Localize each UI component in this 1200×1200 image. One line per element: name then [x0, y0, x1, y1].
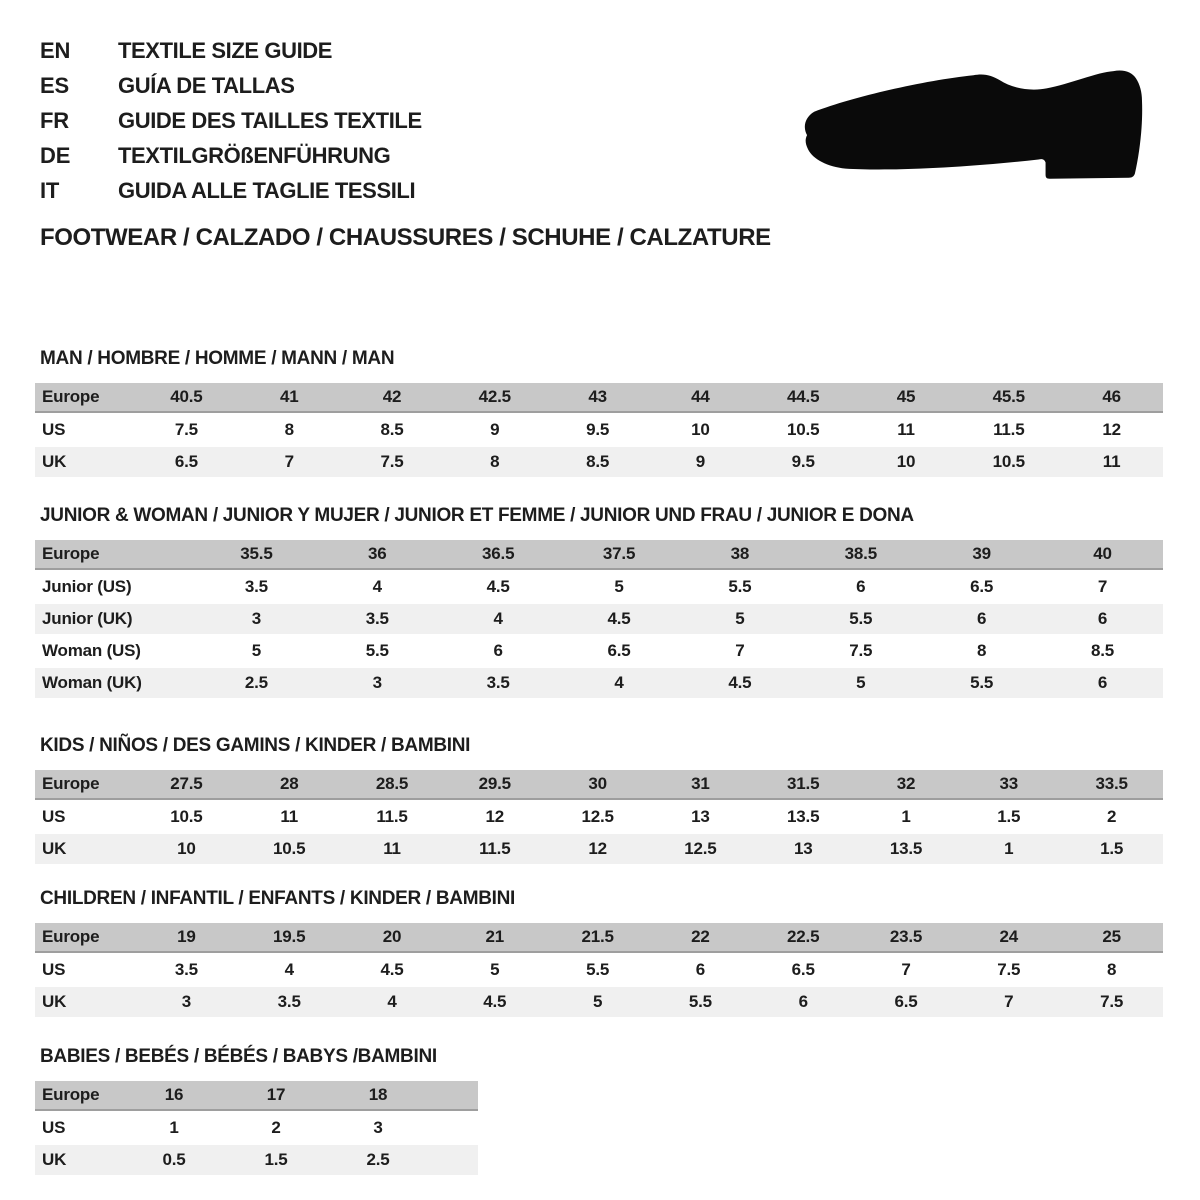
size-cell: 29.5 [478, 774, 511, 793]
size-cell: 6 [977, 609, 987, 628]
size-cell: 5 [251, 641, 262, 660]
size-cell: 4.5 [486, 577, 510, 596]
category-heading: FOOTWEAR / CALZADO / CHAUSSURES / SCHUHE / CALZATURE [40, 224, 771, 251]
size-cell: 46 [1102, 387, 1121, 406]
language-code: DE [40, 143, 71, 168]
size-cell: 1 [169, 1118, 179, 1137]
size-cell: 5.5 [688, 992, 712, 1011]
table-header-row [35, 1081, 478, 1111]
section-title-kids: KIDS / NIÑOS / DES GAMINS / KINDER / BAMBINI [40, 735, 471, 756]
row-label-cell: UK [42, 992, 67, 1011]
size-cell: 9.5 [791, 452, 815, 471]
size-cell: 5 [592, 992, 603, 1011]
size-cell: 31.5 [787, 774, 820, 793]
size-cell: 12.5 [581, 807, 614, 826]
table-row [35, 668, 1163, 698]
size-cell: 38 [730, 544, 750, 563]
size-cell: 4.5 [728, 673, 752, 692]
size-cell: 9 [490, 420, 500, 439]
size-cell: 5.5 [849, 609, 873, 628]
size-cell: 20 [382, 927, 402, 946]
size-cell: 10 [896, 452, 916, 471]
size-cell: 40.5 [170, 387, 203, 406]
size-cell: 9 [695, 452, 706, 471]
table-row [35, 415, 1163, 445]
table-row [35, 1145, 478, 1175]
size-cell: 32 [896, 774, 916, 793]
table-row [35, 955, 1163, 985]
size-cell: 10.5 [273, 839, 306, 858]
size-cell: 7 [735, 641, 745, 660]
language-title: GUÍA DE TALLAS [118, 73, 295, 98]
size-cell: 3.5 [486, 673, 510, 692]
size-cell: 7.5 [1100, 992, 1124, 1011]
size-cell: 11.5 [479, 839, 511, 858]
size-cell: 13.5 [787, 807, 820, 826]
language-title: TEXTILGRÖßENFÜHRUNG [118, 143, 391, 168]
row-label-cell: US [42, 960, 66, 979]
size-cell: 5 [490, 960, 500, 979]
section-title-children: CHILDREN / INFANTIL / ENFANTS / KINDER / BAMBINI [40, 888, 516, 909]
size-cell: 12 [1102, 420, 1121, 439]
size-cell: 7.5 [380, 452, 404, 471]
row-label-cell: Europe [42, 387, 100, 406]
size-cell: 7 [1004, 992, 1014, 1011]
size-cell: 38.5 [844, 544, 877, 563]
size-cell: 4 [493, 609, 503, 628]
size-cell: 17 [266, 1085, 286, 1104]
size-cell: 45.5 [992, 387, 1025, 406]
size-cell: 10.5 [992, 452, 1025, 471]
table-header-row [35, 770, 1163, 800]
size-cell: 9.5 [586, 420, 610, 439]
size-cell: 5 [614, 577, 624, 596]
size-cell: 16 [164, 1085, 184, 1104]
size-cell: 1.5 [264, 1150, 288, 1169]
size-cell: 7.5 [849, 641, 873, 660]
size-cell: 13 [691, 807, 710, 826]
babies-size-table [35, 1081, 478, 1175]
size-cell: 6.5 [970, 577, 994, 596]
size-cell: 1 [901, 807, 911, 826]
table-row [35, 834, 1163, 864]
size-cell: 8 [490, 452, 500, 471]
size-cell: 36 [368, 544, 387, 563]
size-cell: 28.5 [375, 774, 409, 793]
children-size-table [35, 923, 1163, 1017]
language-code: IT [40, 178, 60, 203]
size-cell: 5.5 [586, 960, 610, 979]
size-cell: 10 [691, 420, 710, 439]
size-cell: 7 [284, 452, 294, 471]
size-cell: 19 [177, 927, 196, 946]
size-cell: 3.5 [244, 577, 268, 596]
language-line [40, 33, 422, 68]
size-cell: 5 [735, 609, 745, 628]
size-cell: 6 [695, 960, 706, 979]
size-cell: 33 [999, 774, 1019, 793]
size-cell: 3.5 [174, 960, 198, 979]
table-row [35, 802, 1163, 832]
dress-shoe-icon [803, 68, 1143, 188]
row-label-cell: UK [42, 1150, 67, 1169]
size-cell: 11 [280, 807, 298, 826]
size-cell: 31 [691, 774, 710, 793]
size-cell: 8.5 [586, 452, 610, 471]
row-label-cell: Europe [42, 927, 100, 946]
row-label-cell: Junior (US) [42, 577, 132, 596]
size-cell: 3 [181, 992, 192, 1011]
size-cell: 5 [856, 673, 866, 692]
size-cell: 6 [798, 992, 808, 1011]
size-cell: 7 [1097, 577, 1108, 596]
size-cell: 4.5 [607, 609, 631, 628]
row-label-cell: Europe [42, 1085, 100, 1104]
size-cell: 7.5 [997, 960, 1021, 979]
size-cell: 6 [856, 577, 866, 596]
size-cell: 3 [372, 673, 382, 692]
size-cell: 5.5 [365, 641, 389, 660]
language-title: GUIDA ALLE TAGLIE TESSILI [118, 178, 416, 203]
table-row [35, 1113, 478, 1143]
row-label-cell: US [42, 420, 66, 439]
size-cell: 45 [896, 387, 916, 406]
size-cell: 4 [387, 992, 397, 1011]
row-label-cell: Woman (US) [42, 641, 141, 660]
table-row [35, 604, 1163, 634]
kids-size-table [35, 770, 1163, 864]
size-cell: 13.5 [889, 839, 923, 858]
table-row [35, 987, 1163, 1017]
size-cell: 12 [588, 839, 607, 858]
section-title-man: MAN / HOMBRE / HOMME / MANN / MAN [40, 348, 395, 369]
size-cell: 39 [972, 544, 991, 563]
size-cell: 2 [1106, 807, 1117, 826]
section-kids [35, 735, 1163, 866]
size-cell: 6.5 [894, 992, 918, 1011]
size-cell: 43 [588, 387, 607, 406]
size-cell: 4.5 [380, 960, 404, 979]
size-cell: 7 [901, 960, 911, 979]
row-label-cell: US [42, 807, 66, 826]
section-babies [35, 1046, 478, 1177]
size-cell: 37.5 [602, 544, 636, 563]
size-cell: 6 [1097, 673, 1108, 692]
size-cell: 27.5 [170, 774, 203, 793]
size-cell: 13 [793, 839, 813, 858]
size-cell: 7.5 [174, 420, 198, 439]
size-cell: 23.5 [889, 927, 923, 946]
section-man [35, 348, 1163, 479]
size-cell: 11.5 [993, 420, 1025, 439]
size-cell: 40 [1093, 544, 1112, 563]
size-cell: 4 [284, 960, 294, 979]
size-cell: 35.5 [240, 544, 273, 563]
size-cell: 6.5 [607, 641, 631, 660]
size-cell: 8 [1106, 960, 1117, 979]
table-row [35, 636, 1163, 666]
size-cell: 3.5 [277, 992, 301, 1011]
size-cell: 11 [383, 839, 401, 858]
size-cell: 10.5 [787, 420, 820, 439]
size-cell: 6.5 [791, 960, 815, 979]
table-row [35, 572, 1163, 602]
size-cell: 18 [368, 1085, 388, 1104]
size-cell: 2.5 [366, 1150, 390, 1169]
size-cell: 6.5 [174, 452, 198, 471]
size-cell: 25 [1102, 927, 1121, 946]
language-line [40, 68, 422, 103]
size-cell: 4 [372, 577, 382, 596]
table-header-row [35, 540, 1163, 570]
size-cell: 4 [614, 673, 624, 692]
size-cell: 8.5 [1091, 641, 1115, 660]
language-title: GUIDE DES TAILLES TEXTILE [118, 108, 422, 133]
size-cell: 8 [977, 641, 987, 660]
junior-woman-size-table [35, 540, 1163, 698]
size-cell: 1 [1004, 839, 1014, 858]
language-line [40, 103, 422, 138]
size-cell: 0.5 [162, 1150, 186, 1169]
row-label-cell: UK [42, 452, 67, 471]
size-cell: 6 [1097, 609, 1108, 628]
language-line [40, 138, 422, 173]
size-cell: 2.5 [244, 673, 268, 692]
size-cell: 22 [691, 927, 710, 946]
size-cell: 1.5 [997, 807, 1021, 826]
size-cell: 21 [485, 927, 505, 946]
table-row [35, 447, 1163, 477]
size-cell: 44.5 [787, 387, 820, 406]
size-cell: 11 [897, 420, 915, 439]
size-cell: 36.5 [482, 544, 515, 563]
size-cell: 5.5 [970, 673, 994, 692]
size-cell: 28 [279, 774, 299, 793]
size-cell: 3 [373, 1118, 383, 1137]
size-cell: 41 [279, 387, 299, 406]
man-size-table [35, 383, 1163, 477]
size-cell: 19.5 [273, 927, 306, 946]
row-label-cell: Europe [42, 774, 100, 793]
section-children [35, 888, 1163, 1019]
language-code: FR [40, 108, 69, 133]
size-cell: 22.5 [787, 927, 820, 946]
size-cell: 8.5 [380, 420, 404, 439]
section-title-babies: BABIES / BEBÉS / BÉBÉS / BABYS /BAMBINI [40, 1046, 437, 1067]
size-cell: 8 [284, 420, 294, 439]
size-cell: 11 [1102, 452, 1121, 471]
size-cell: 3 [251, 609, 262, 628]
size-cell: 6 [493, 641, 503, 660]
language-line [40, 173, 422, 208]
row-label-cell: Junior (UK) [42, 609, 133, 628]
size-cell: 10.5 [170, 807, 203, 826]
size-cell: 12 [485, 807, 505, 826]
language-title: TEXTILE SIZE GUIDE [118, 38, 333, 63]
table-header-row [35, 383, 1163, 413]
language-code: ES [40, 73, 69, 98]
size-cell: 30 [588, 774, 607, 793]
size-cell: 12.5 [684, 839, 717, 858]
row-label-cell: UK [42, 839, 67, 858]
section-junior-woman [35, 505, 1163, 700]
size-cell: 3.5 [365, 609, 389, 628]
language-title-block [40, 33, 422, 208]
size-cell: 42 [382, 387, 402, 406]
size-cell: 4.5 [483, 992, 507, 1011]
row-label-cell: Woman (UK) [42, 673, 142, 692]
size-cell: 10 [177, 839, 196, 858]
language-code: EN [40, 38, 71, 63]
row-label-cell: Europe [42, 544, 100, 563]
table-header-row [35, 923, 1163, 953]
size-cell: 24 [999, 927, 1019, 946]
section-title-junior-woman: JUNIOR & WOMAN / JUNIOR Y MUJER / JUNIOR ET FEMME / JUNIOR UND FRAU / JUNIOR E DONA [40, 505, 914, 526]
size-cell: 33.5 [1095, 774, 1128, 793]
size-cell: 11.5 [376, 807, 408, 826]
size-cell: 44 [691, 387, 710, 406]
size-cell: 1.5 [1100, 839, 1124, 858]
size-cell: 2 [271, 1118, 281, 1137]
size-cell: 21.5 [581, 927, 614, 946]
size-cell: 5.5 [728, 577, 752, 596]
row-label-cell: US [42, 1118, 66, 1137]
size-cell: 42.5 [478, 387, 511, 406]
